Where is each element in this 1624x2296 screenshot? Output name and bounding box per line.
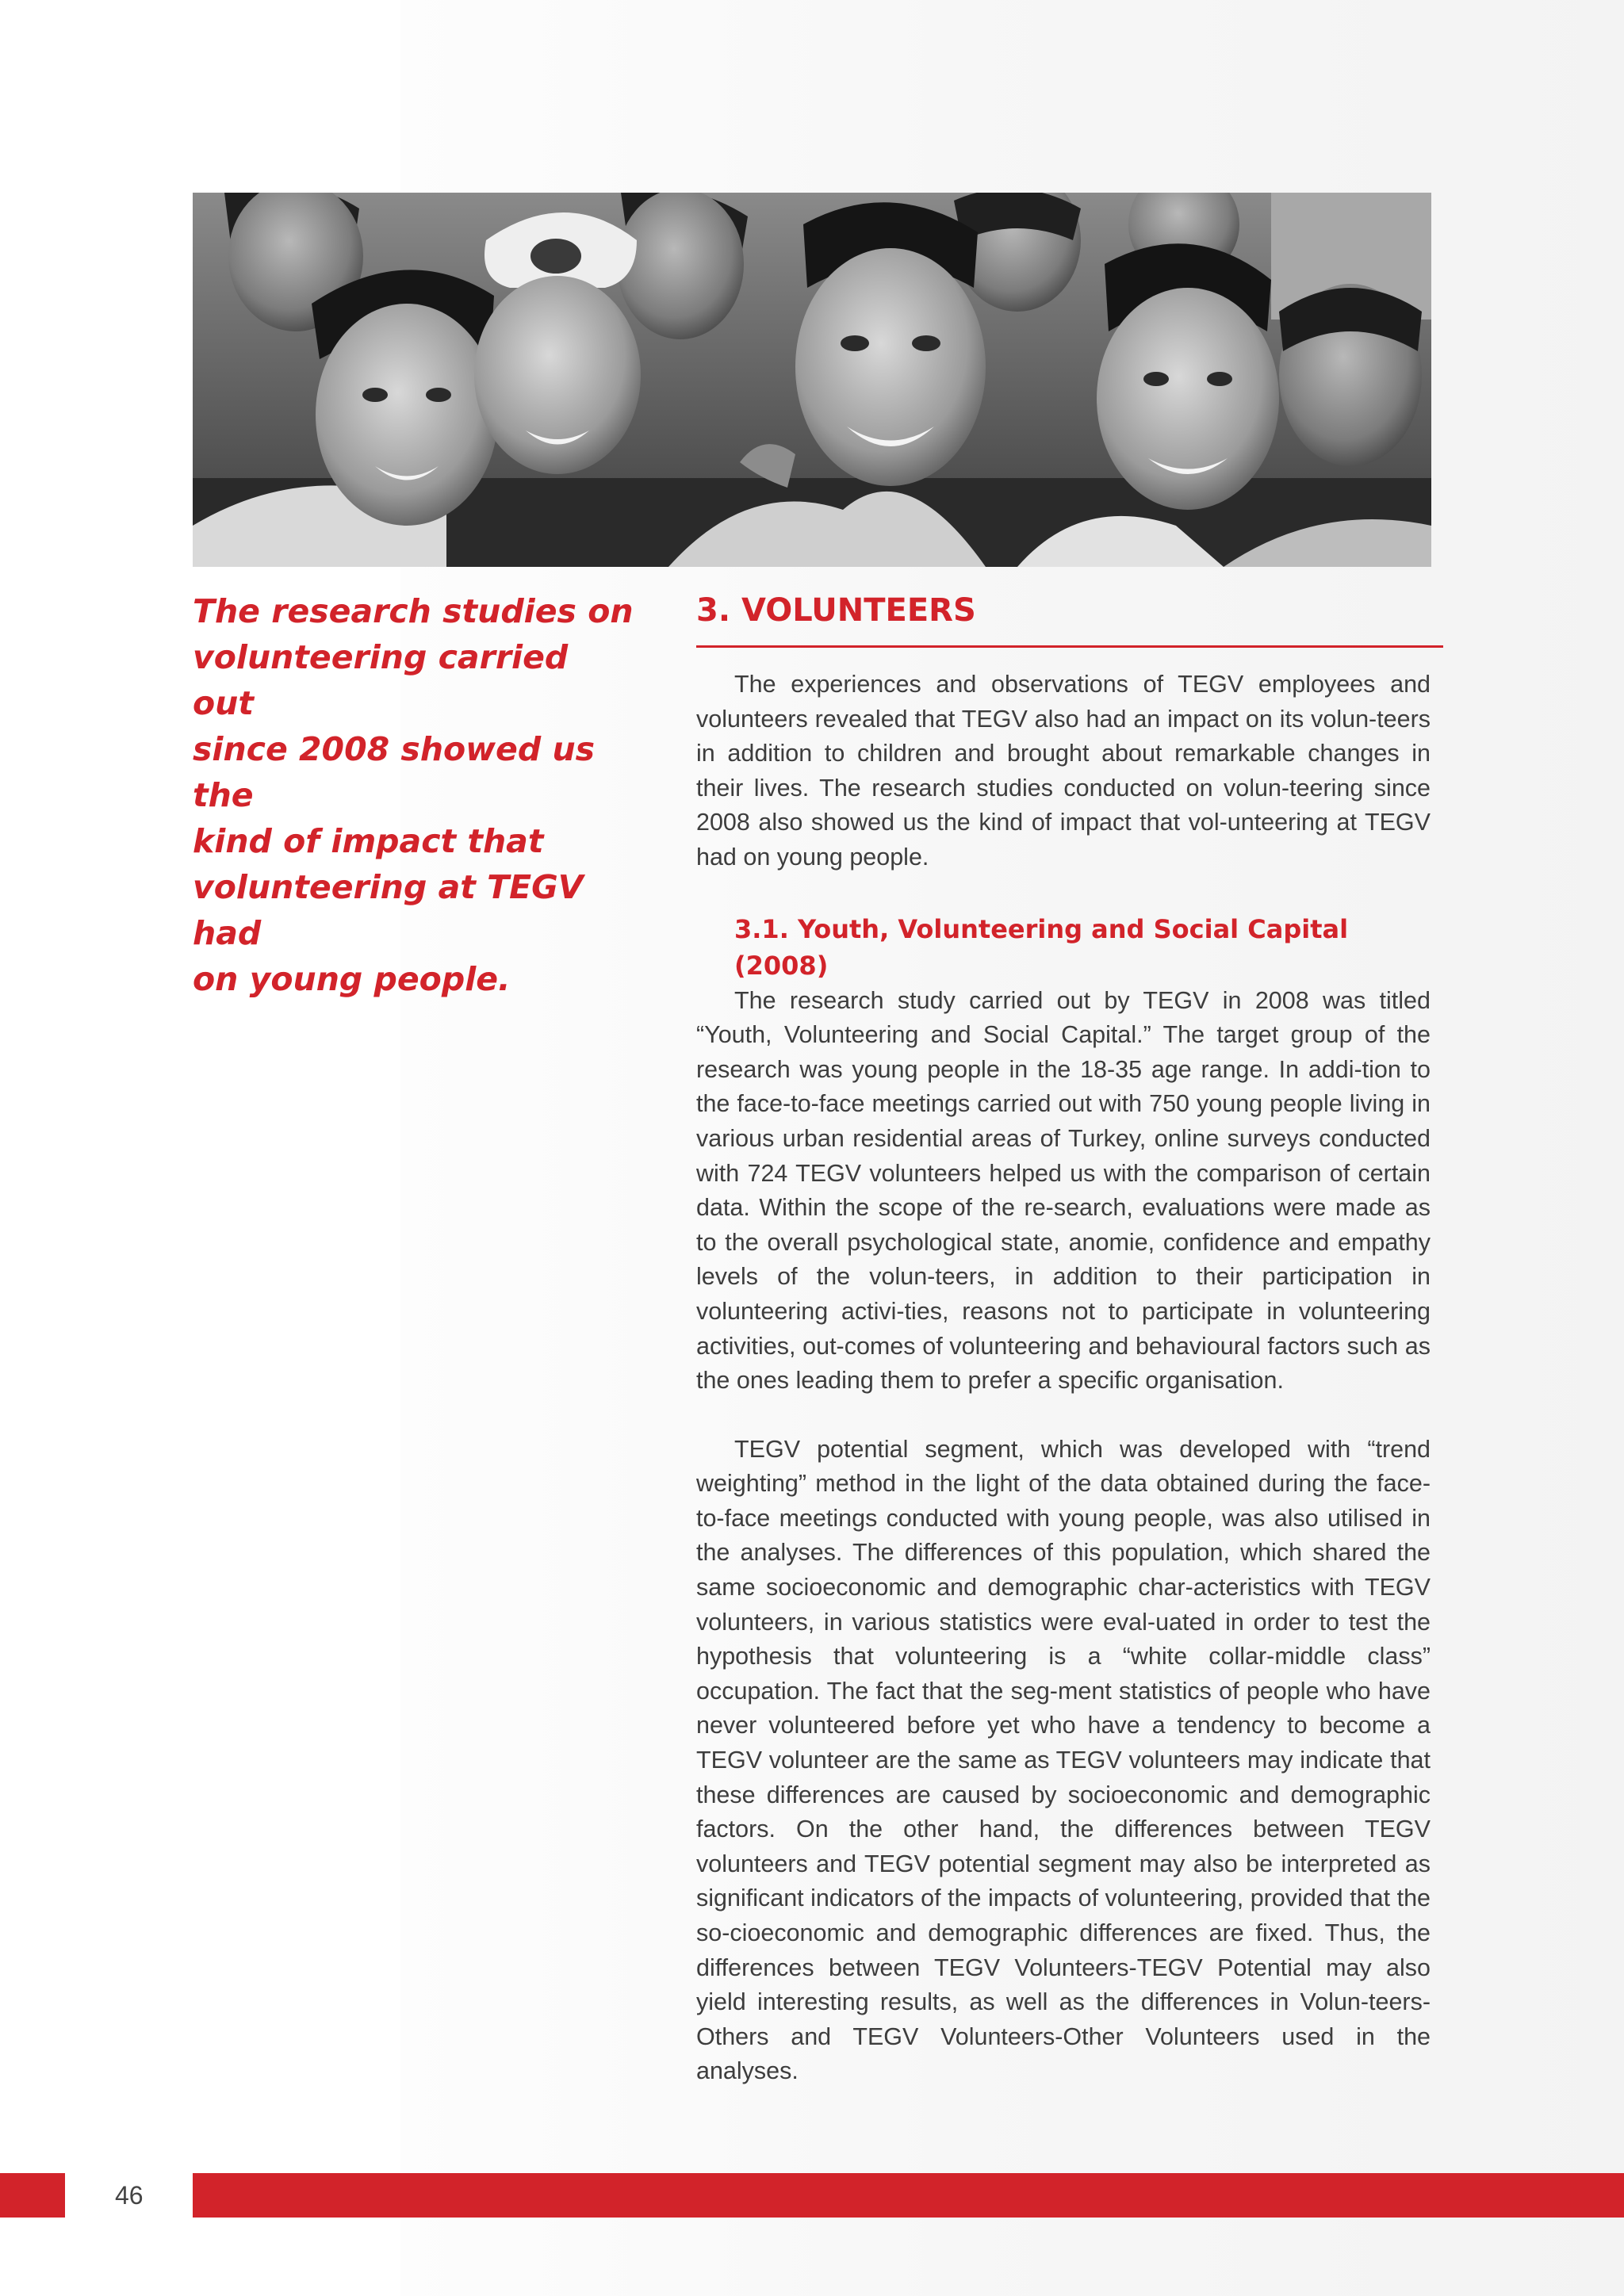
page-number: 46 [115,2181,144,2210]
subsection-title: 3.1. Youth, Volunteering and Social Capital (2008) [734,913,1349,981]
title-rule [696,645,1443,648]
main-column [696,588,1443,2089]
section-title: 3. VOLUNTEERS [696,592,976,629]
group-photo-icon [193,193,1431,567]
footer-bar-right [193,2173,1624,2218]
paragraph-gap [696,1399,1443,1433]
body-paragraph-2: TEGV potential segment, which was developed with “trend weighting” method in the light of the data obtained during the face-to-face meetings conducted with young people, was also utilised in the analyses. The differences of this population, which shared the same socioeconomic and demographic char-acteristics with TEGV volunteers, in various statistics were eval-uated in order to test the hypothesis that volunteering is a “white collar-middle class” occupation. The fact that the seg-ment statistics of people who have never volunteered before yet who have a tendency to become a TEGV volunteer are the same as TEGV volunteers may indicate that these differences are caused by socioeconomic and demographic factors. On the other hand, the differences between TEGV volunteers and TEGV potential segment may also be interpreted as significant indicators of the impacts of volunteering, provided that the so-cioeconomic and demographic differences are fixed. Thus, the differences between TEGV Volunteers-TEGV Potential may also yield interesting results, as well as the differences in Volun-teers-Others and TEGV Volunteers-Other Volunteers used in the analyses. [696,1435,1431,2085]
footer-bar-left [0,2173,65,2218]
intro-paragraph: The experiences and observations of TEGV employees and volunteers revealed that TEGV also had an impact on its volun-teers in addition to children and brought about remarkable changes in their lives. The research studies conducted on volun-teering since 2008 also showed us the kind of impact that vol-unteering at TEGV had on young people. [696,671,1431,871]
pull-quote: The research studies on volunteering carried out since 2008 showed us the kind of impact that volunteering at TEGV had on young people. [193,592,634,998]
body-paragraph-1: The research study carried out by TEGV in 2008 was titled “Youth, Volunteering and Social Capital.” The target group of the research was young people in the 18-35 age range. In addi-tion to the face-to-face meetings carried out with 750 young people living in various urban residential areas of Turkey, online surveys conducted with 724 TEGV volunteers helped us with the comparison of certain data. Within the scope of the re-search, evaluations were made as to the overall psychological state, anomie, confidence and empathy levels of the volun-teers, in addition to their participation in volunteering activi-ties, reasons not to participate in volunteering activities, out-comes of volunteering and behavioural factors such as the ones leading them to prefer a specific organisation. [696,986,1431,1395]
children-group-photo [193,193,1431,567]
